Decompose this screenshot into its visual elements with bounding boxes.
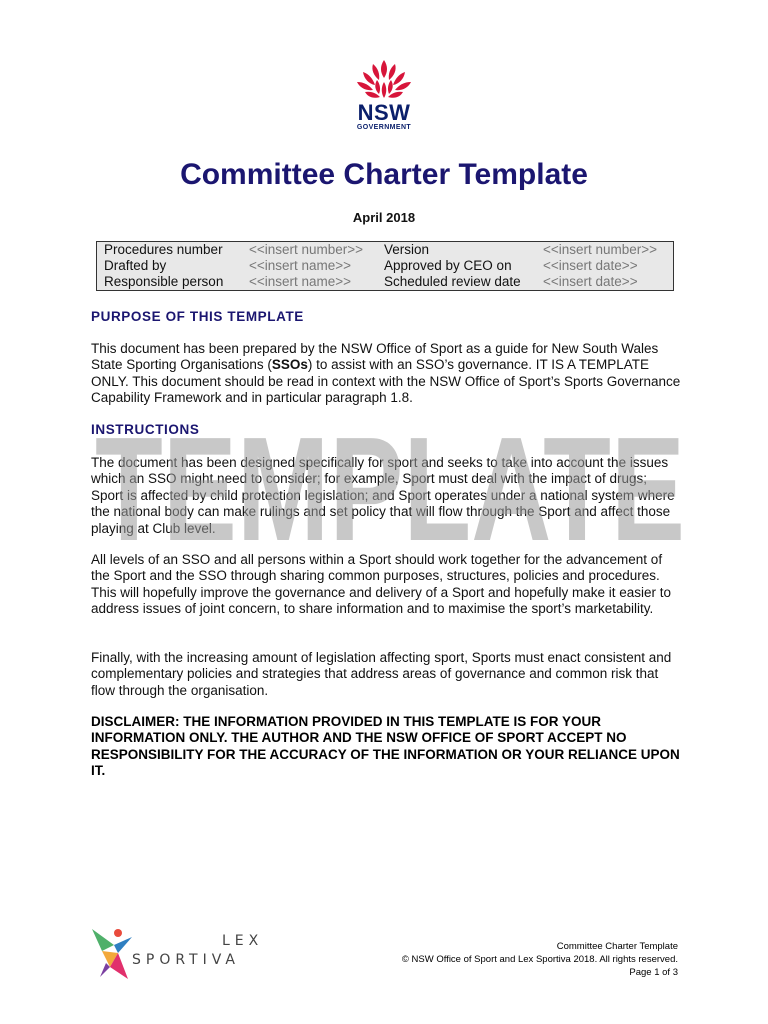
government-logo-text: GOVERNMENT bbox=[356, 124, 412, 131]
purpose-text-a: This document has been prepared by the NSW Office of Sport as a guide for New South Wales State Sporting Organisations ( bbox=[91, 341, 659, 373]
purpose-text-ssos: SSOs bbox=[271, 357, 308, 373]
table-row bbox=[97, 274, 674, 291]
document-title: Committee Charter Template bbox=[180, 158, 588, 191]
table-placeholder: <<insert number>> bbox=[543, 242, 658, 257]
table-label: Procedures number bbox=[104, 242, 223, 257]
table-label: Drafted by bbox=[104, 258, 167, 273]
table-label: Scheduled review date bbox=[384, 274, 521, 289]
purpose-paragraph bbox=[91, 341, 681, 407]
footer-page-number: Page 1 of 3 bbox=[629, 967, 678, 978]
nsw-government-logo bbox=[334, 58, 434, 142]
nsw-logo-text: NSW bbox=[357, 100, 411, 125]
table-placeholder: <<insert number>> bbox=[249, 242, 364, 257]
table-placeholder: <<insert date>> bbox=[543, 258, 638, 273]
document-date: April 2018 bbox=[352, 210, 416, 225]
document-info-table bbox=[96, 241, 674, 291]
instructions-paragraph-3: Finally, with the increasing amount of legislation affecting sport, Sports must enact consistent and complementary policies and strategies that address areas of governance and common risk that flow through the organisation. bbox=[91, 650, 672, 698]
watermark-text: TEMPLATE bbox=[95, 418, 685, 558]
instructions-heading: INSTRUCTIONS bbox=[91, 422, 200, 437]
lex-logo-line2: SPORTIVA bbox=[132, 952, 240, 968]
instructions-paragraph-1: The document has been designed specifically for sport and seeks to take into account the issues which an SSO might need to consider; for example, Sport must deal with the impact of drugs; Sport is affected by child protection legislation; and Sport operates under a national system where the national body can make rulings and set policy that will flow through the Sport and affect those playing at Club level. bbox=[91, 455, 675, 536]
table-placeholder: <<insert name>> bbox=[249, 274, 352, 289]
instructions-paragraph-2: All levels of an SSO and all persons within a Sport should work together for the advancement of the Sport and the SSO through sharing common purposes, structures, policies and procedures. This will hopefully improve the governance and delivery of a Sport and hopefully make it easier to address issues of joint concern, to share information and to maximise the sport’s marketability. bbox=[91, 552, 672, 617]
footer-title: Committee Charter Template bbox=[556, 941, 678, 952]
table-row bbox=[97, 258, 674, 274]
table-row bbox=[97, 242, 674, 259]
table-placeholder: <<insert name>> bbox=[249, 258, 352, 273]
footer-copyright: © NSW Office of Sport and Lex Sportiva 2018. All rights reserved. bbox=[401, 954, 678, 965]
table-label: Version bbox=[384, 242, 430, 257]
page-footer bbox=[402, 940, 678, 979]
table-placeholder: <<insert date>> bbox=[543, 274, 638, 289]
purpose-heading: PURPOSE OF THIS TEMPLATE bbox=[91, 309, 304, 324]
table-label: Approved by CEO on bbox=[384, 258, 512, 273]
waratah-flower-icon bbox=[349, 58, 419, 102]
lex-sportiva-logo bbox=[88, 923, 264, 983]
table-label: Responsible person bbox=[104, 274, 224, 289]
purpose-text-c: ) to assist with an SSO’s governance. IT IS A TEMPLATE ONLY. This document should be read in context with the NSW Office of Sport’s Sports Governance Capability Framework and in particular paragraph 1.8. bbox=[91, 357, 681, 406]
lex-sportiva-figure-icon bbox=[88, 923, 136, 983]
lex-logo-line1: LEX bbox=[222, 933, 264, 949]
disclaimer-text: DISCLAIMER: THE INFORMATION PROVIDED IN THIS TEMPLATE IS FOR YOUR INFORMATION ONLY. THE AUTHOR AND THE NSW OFFICE OF SPORT ACCEPT NO RESPONSIBILITY FOR THE ACCURACY OF THE INFORMATION OR YOUR RELIANCE UPON IT. bbox=[91, 714, 680, 779]
